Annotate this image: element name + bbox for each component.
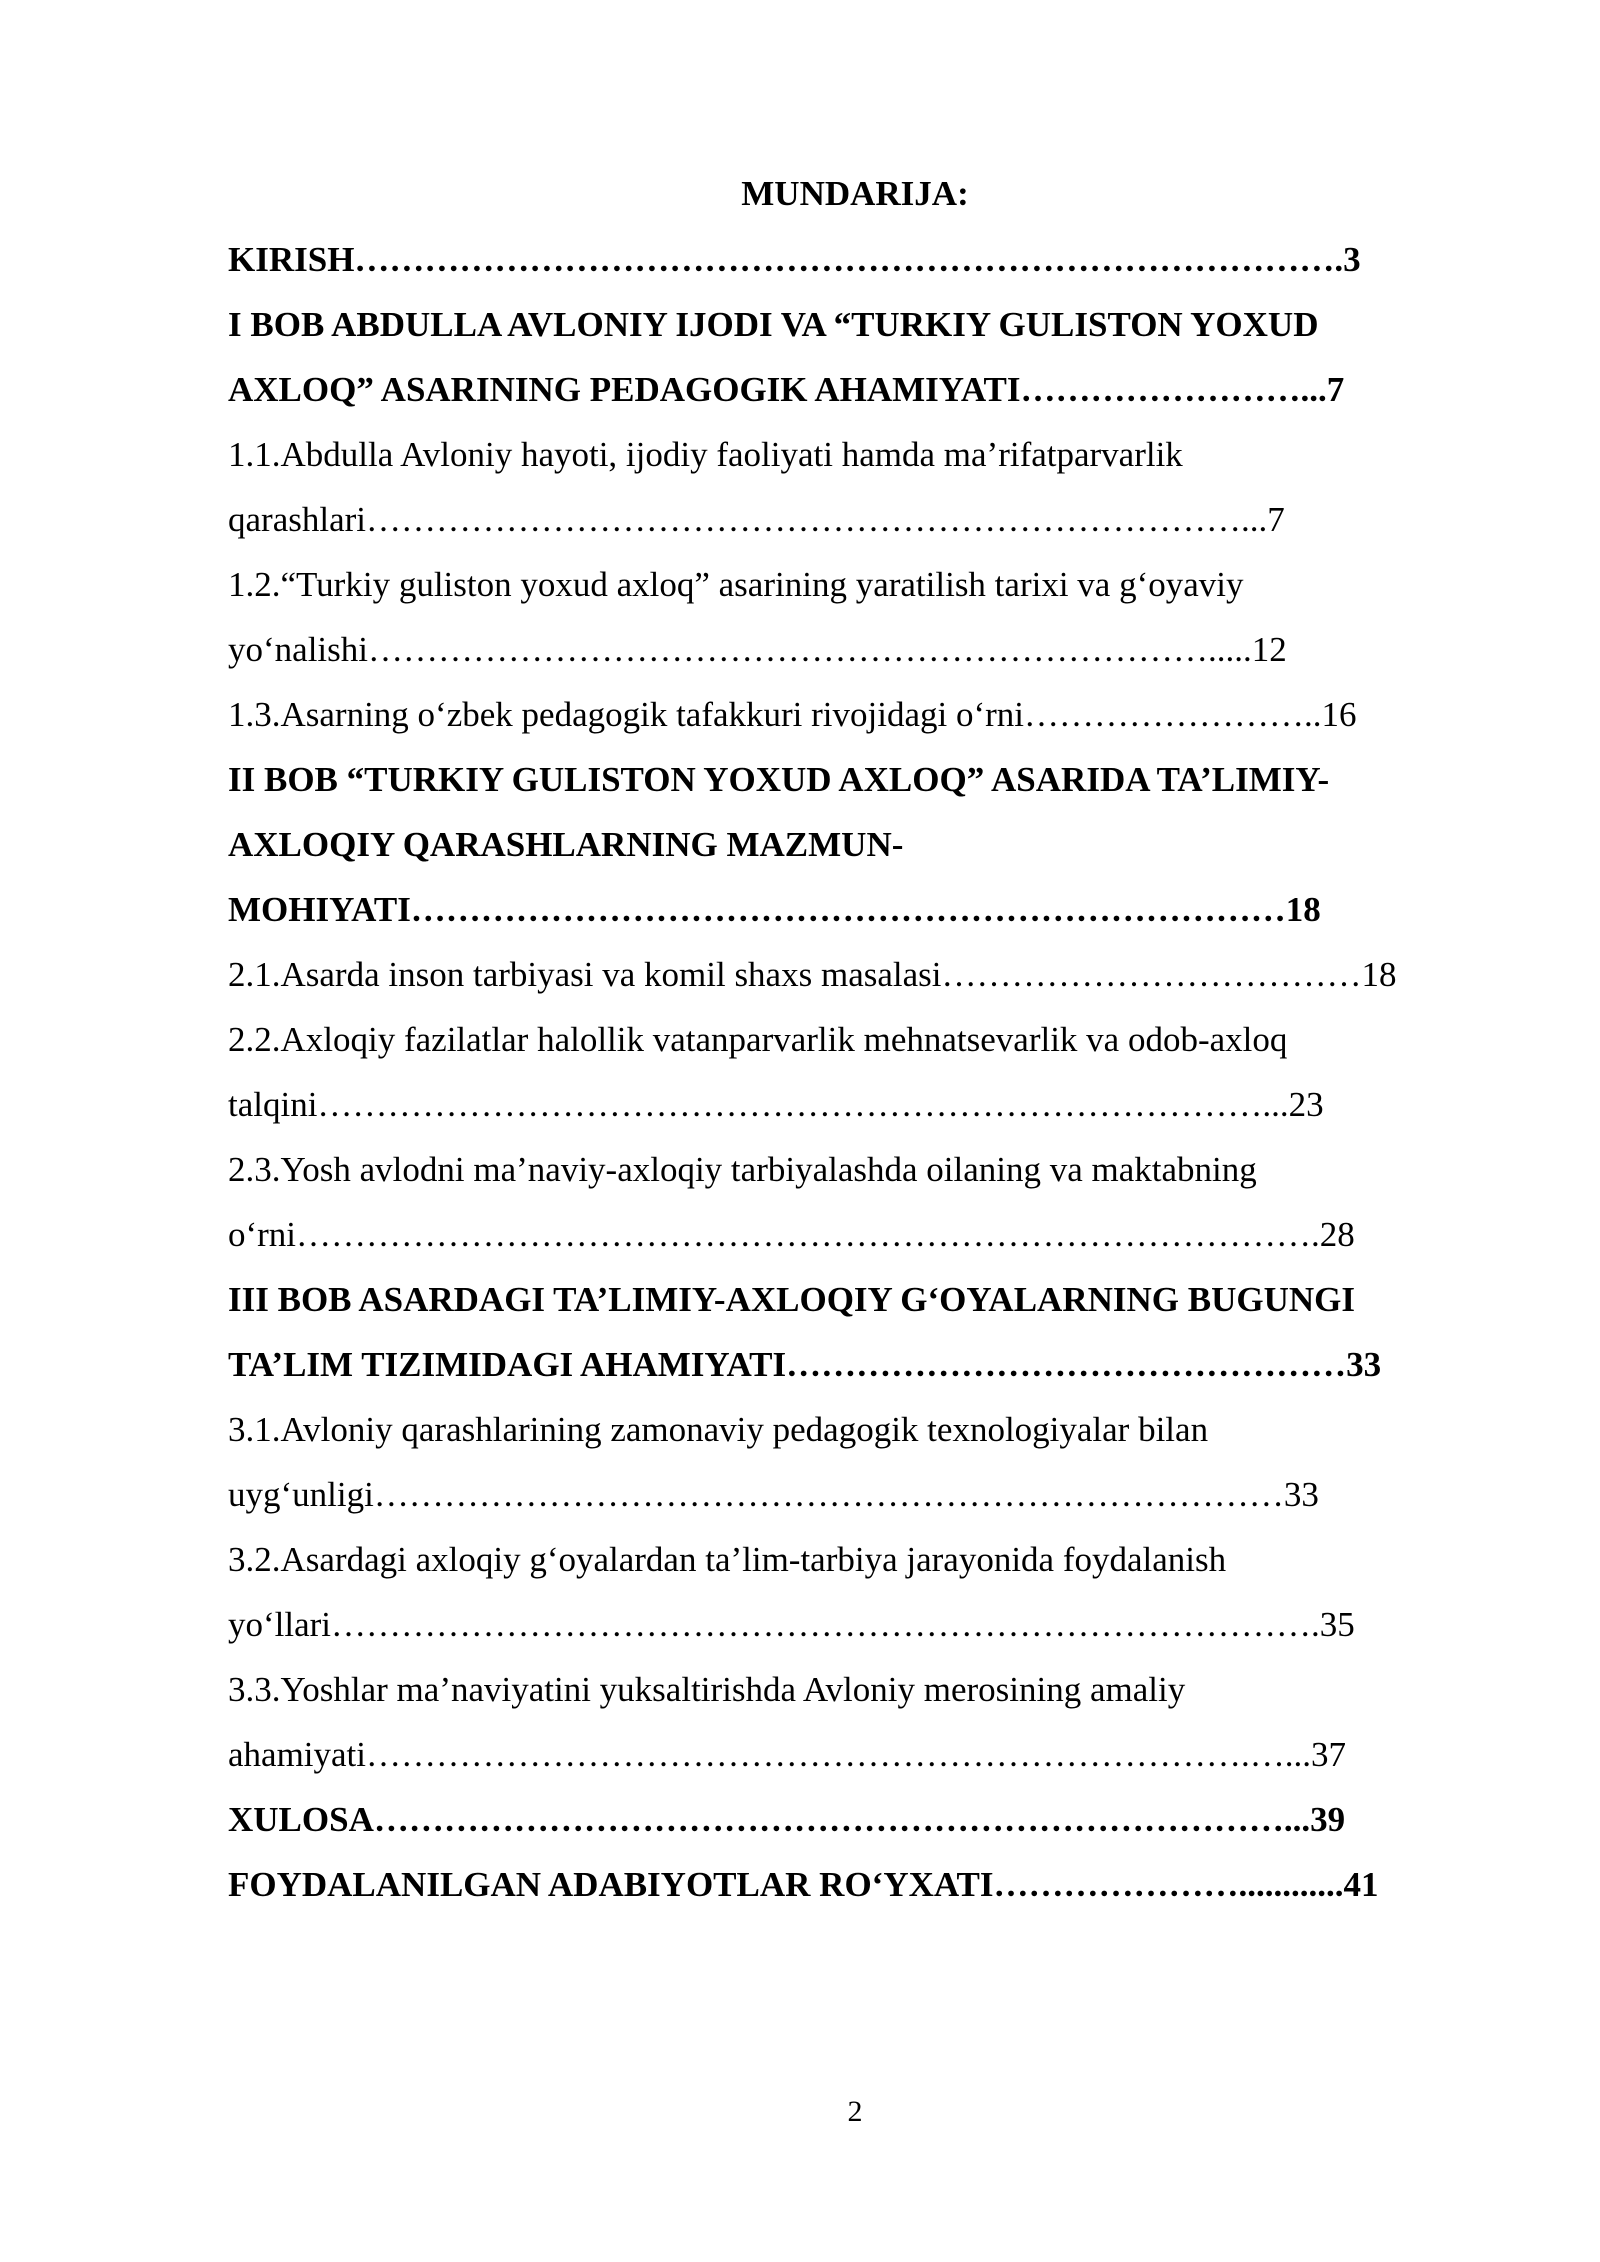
toc-entry-1-2-line-2: yo‘nalishi……………………………………………………………….....12 <box>228 630 1287 669</box>
toc-entry-chapter-2-line-3: MOHIYATI…………………………………………………………………18 <box>228 890 1321 929</box>
page-number: 2 <box>847 2095 863 2128</box>
toc-entry-1-1-line-2: qarashlari…………………………………………………………………...7 <box>228 500 1285 539</box>
toc-entry-kirish: KIRISH………………………………………………………………………….3 <box>228 240 1361 279</box>
toc-entry-2-3-line-2: o‘rni…………………………………………………………………………….28 <box>228 1215 1355 1254</box>
toc-entry-xulosa: XULOSA……………………………………………………………………...39 <box>228 1800 1346 1839</box>
toc-entry-3-2-line-2: yo‘llari………………………………………………………………………….35 <box>228 1605 1355 1644</box>
toc-entry-2-2-line-1: 2.2.Axloqiy fazilatlar halollik vatanparvarlik mehnatsevarlik va odob-axloq <box>228 1020 1288 1059</box>
toc-entry-2-2-line-2: talqini………………………………………………………………………...23 <box>228 1085 1324 1124</box>
table-of-contents <box>228 236 1498 1926</box>
toc-entry-1-3: 1.3.Asarning o‘zbek pedagogik tafakkuri rivojidagi o‘rni……………………..16 <box>228 695 1357 734</box>
toc-entry-1-1-line-1: 1.1.Abdulla Avloniy hayoti, ijodiy faoliyati hamda ma’rifatparvarlik <box>228 435 1183 474</box>
toc-entry-1-2-line-1: 1.2.“Turkiy guliston yoxud axloq” asarining yaratilish tarixi va g‘oyaviy <box>228 565 1244 604</box>
page-title: MUNDARIJA: <box>741 174 969 213</box>
toc-entry-3-2-line-1: 3.2.Asardagi axloqiy g‘oyalardan ta’lim-tarbiya jarayonida foydalanish <box>228 1540 1227 1579</box>
toc-entry-chapter-2-line-2: AXLOQIY QARASHLARNING MAZMUN- <box>228 825 904 864</box>
toc-entry-3-1-line-2: uyg‘unligi……………………………………………………………………33 <box>228 1475 1319 1514</box>
toc-entry-chapter-3-line-2: TA’LIM TIZIMIDAGI AHAMIYATI…………………………………………33 <box>228 1345 1382 1384</box>
toc-entry-3-3-line-1: 3.3.Yoshlar ma’naviyatini yuksaltirishda Avloniy merosining amaliy <box>228 1670 1186 1709</box>
toc-entry-chapter-3-line-1: III BOB ASARDAGI TA’LIMIY-AXLOQIY G‘OYALARNING BUGUNGI <box>228 1280 1355 1319</box>
toc-entry-2-1: 2.1.Asarda inson tarbiyasi va komil shaxs masalasi………………………………18 <box>228 955 1397 994</box>
toc-entry-chapter-1-line-1: I BOB ABDULLA AVLONIY IJODI VA “TURKIY GULISTON YOXUD <box>228 305 1319 344</box>
toc-entry-chapter-1-line-2: AXLOQ” ASARINING PEDAGOGIK AHAMIYATI……………………...7 <box>228 370 1345 409</box>
toc-entry-chapter-2-line-1: II BOB “TURKIY GULISTON YOXUD AXLOQ” ASARIDA TA’LIMIY- <box>228 760 1330 799</box>
toc-entry-3-1-line-1: 3.1.Avloniy qarashlarining zamonaviy pedagogik texnologiyalar bilan <box>228 1410 1209 1449</box>
toc-entry-bibliography: FOYDALANILGAN ADABIYOTLAR RO‘YXATI…………………............41 <box>228 1865 1379 1904</box>
toc-entry-3-3-line-2: ahamiyati………………………………………………………………….…...37 <box>228 1735 1347 1774</box>
toc-entry-2-3-line-1: 2.3.Yosh avlodni ma’naviy-axloqiy tarbiyalashda oilaning va maktabning <box>228 1150 1257 1189</box>
